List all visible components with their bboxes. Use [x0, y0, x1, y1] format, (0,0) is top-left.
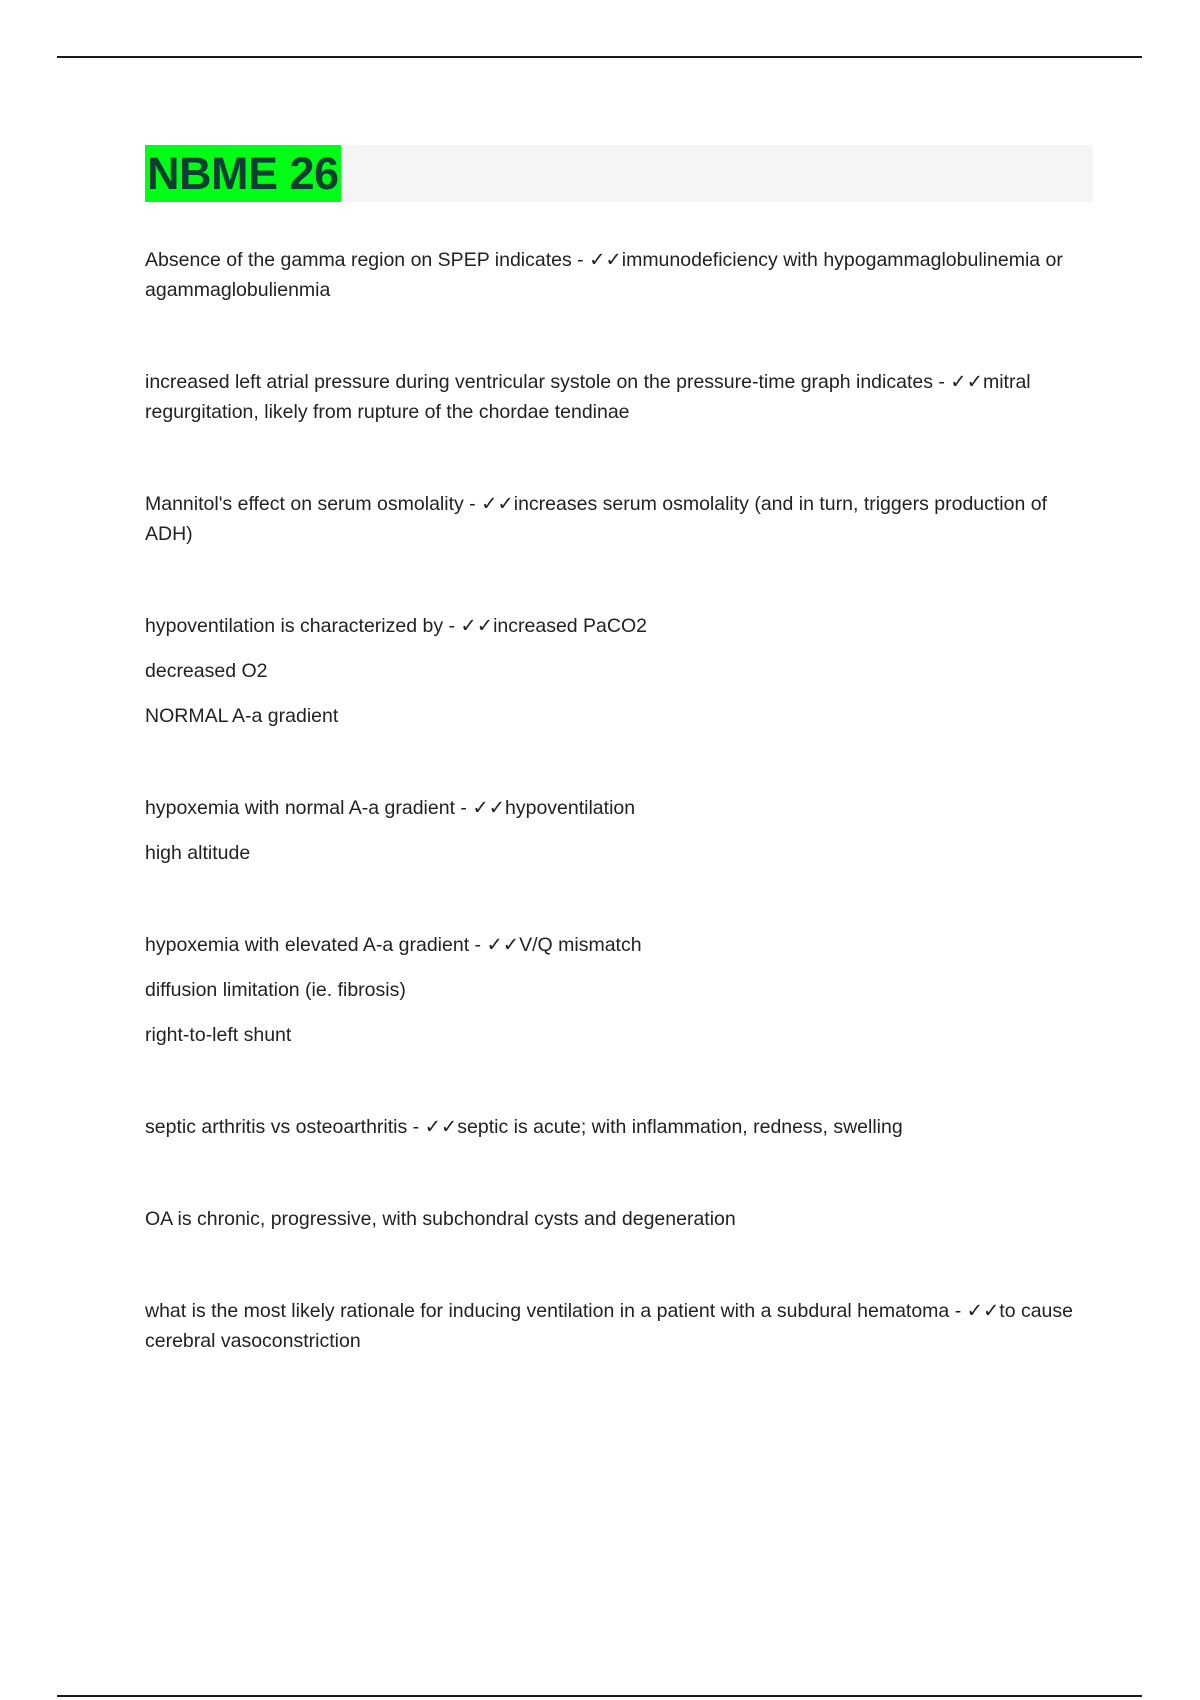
- card-line: hypoxemia with normal A-a gradient - ✓✓hypoventilation: [145, 797, 636, 819]
- card-line: high altitude: [145, 842, 251, 864]
- card-line: diffusion limitation (ie. fibrosis): [145, 979, 406, 1001]
- card-line: septic arthritis vs osteoarthritis - ✓✓septic is acute; with inflammation, redness, swelling: [145, 1116, 903, 1138]
- top-rule: [57, 56, 1142, 58]
- card-line: hypoxemia with elevated A-a gradient - ✓✓V/Q mismatch: [145, 934, 642, 956]
- card-line: Absence of the gamma region on SPEP indicates - ✓✓immunodeficiency with hypogammaglobulinemia or agammaglobulienmia: [145, 249, 1063, 301]
- card-line: decreased O2: [145, 660, 268, 682]
- bottom-rule: [57, 1695, 1142, 1697]
- card-line: increased left atrial pressure during ventricular systole on the pressure-time graph indicates - ✓✓mitral regurgitation, likely from rupture of the chordae tendinae: [145, 371, 1031, 423]
- document-title: NBME 26: [145, 145, 341, 202]
- flashcard-content: [145, 245, 1090, 1356]
- card-line: NORMAL A-a gradient: [145, 705, 339, 727]
- card-line: hypoventilation is characterized by - ✓✓increased PaCO2: [145, 615, 648, 637]
- card-line: OA is chronic, progressive, with subchondral cysts and degeneration: [145, 1208, 736, 1230]
- card-line: Mannitol's effect on serum osmolality - ✓✓increases serum osmolality (and in turn, triggers production of ADH): [145, 493, 1047, 545]
- card-line: right-to-left shunt: [145, 1024, 292, 1046]
- card-line: what is the most likely rationale for inducing ventilation in a patient with a subdural hematoma - ✓✓to cause cerebral vasoconstriction: [145, 1300, 1073, 1352]
